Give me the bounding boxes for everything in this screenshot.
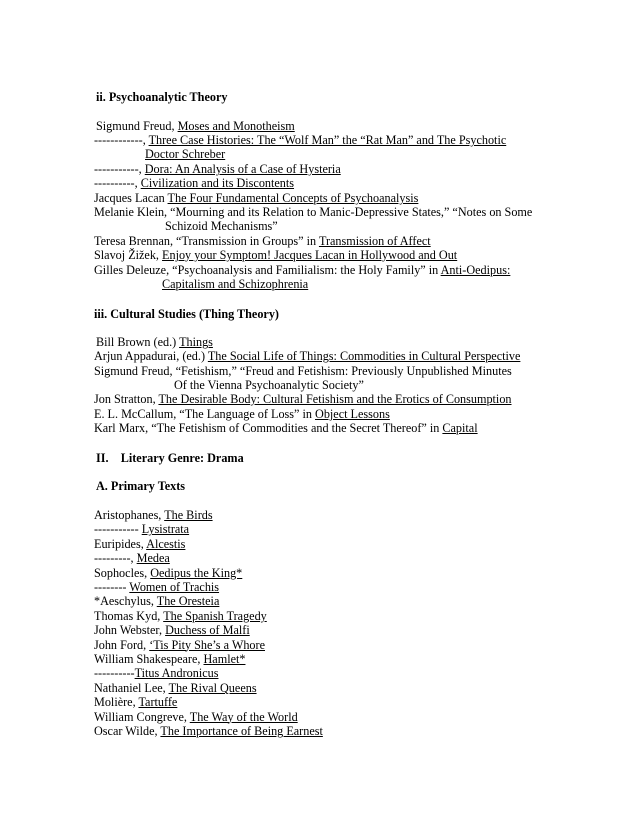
entry-title-continued: Capitalism and Schizophrenia <box>162 277 309 291</box>
section-heading-psychoanalytic: ii. Psychoanalytic Theory <box>96 90 228 104</box>
list-item <box>94 681 323 695</box>
entry-author: John Webster, <box>94 623 166 638</box>
bib-entry-deleuze <box>94 263 510 277</box>
entry-author: Jon Stratton, <box>94 392 159 406</box>
entry-author: Karl Marx, “The Fetishism of Commodities and the Secret Thereof” in <box>94 421 443 435</box>
bib-entry-lacan <box>94 191 418 205</box>
entry-author: ------------, <box>94 133 149 147</box>
entry-author: ----------, <box>94 176 141 190</box>
list-item <box>94 566 323 580</box>
entry-title: Object Lessons <box>315 407 390 421</box>
bib-entry-mccallum <box>94 407 390 421</box>
entry-title: Capital <box>442 421 478 435</box>
entry-title: Alcestis <box>146 536 186 551</box>
entry-author: ---------, <box>94 551 137 566</box>
entry-author: Sophocles, <box>94 565 151 580</box>
entry-author: Molière, <box>94 695 139 710</box>
entry-title: The Way of the World <box>189 709 298 724</box>
list-item <box>94 537 323 551</box>
bib-entry-freud-civilization <box>94 176 294 190</box>
primary-texts-list <box>94 508 323 739</box>
bib-entry-continuation: Of the Vienna Psychoanalytic Society” <box>174 378 364 392</box>
entry-title: Lysistrata <box>141 522 190 537</box>
entry-title: The Oresteia <box>156 594 220 609</box>
list-item <box>94 710 323 724</box>
bib-entry-continuation <box>145 147 225 161</box>
bib-entry-continuation <box>162 277 308 291</box>
entry-title: Things <box>179 335 213 349</box>
bib-entry-brown <box>96 335 213 349</box>
entry-title: Hamlet* <box>203 652 246 667</box>
entry-author: E. L. McCallum, “The Language of Loss” in <box>94 407 316 421</box>
list-item <box>94 724 323 738</box>
list-item <box>94 638 323 652</box>
entry-title: Enjoy your Symptom! Jacques Lacan in Hollywood and Out <box>162 248 458 262</box>
entry-author: ----------- <box>94 522 142 537</box>
entry-author: Slavoj Žižek, <box>94 248 163 262</box>
entry-author: -------- <box>94 580 130 595</box>
entry-title: Three Case Histories: The “Wolf Man” the “Rat Man” and The Psychotic <box>148 133 507 147</box>
entry-title: Anti-Oedipus: <box>440 263 511 277</box>
entry-author: Jacques Lacan <box>94 191 168 205</box>
list-item <box>94 695 323 709</box>
entry-author: Euripides, <box>94 536 147 551</box>
list-item <box>94 580 323 594</box>
bib-entry-freud-moses <box>96 119 295 133</box>
entry-author: Sigmund Freud, <box>96 119 178 133</box>
entry-author: ---------- <box>94 666 135 681</box>
entry-author: -----------, <box>94 162 145 176</box>
list-item <box>94 652 323 666</box>
entry-title: The Social Life of Things: Commodities in Cultural Perspective <box>207 349 521 363</box>
entry-author: Teresa Brennan, “Transmission in Groups” in <box>94 234 319 248</box>
entry-title: Titus Andronicus <box>134 666 219 681</box>
entry-author: Oscar Wilde, <box>94 724 161 739</box>
entry-title: The Spanish Tragedy <box>163 608 267 623</box>
section-heading-cultural-studies: iii. Cultural Studies (Thing Theory) <box>94 307 279 321</box>
bib-entry-freud-fetishism: Sigmund Freud, “Fetishism,” “Freud and Fetishism: Previously Unpublished Minutes <box>94 364 512 378</box>
entry-title: The Birds <box>164 508 213 522</box>
entry-title: Dora: An Analysis of a Case of Hysteria <box>144 162 341 176</box>
bib-entry-continuation: Schizoid Mechanisms” <box>165 219 278 233</box>
bib-entry-marx <box>94 421 478 435</box>
entry-title: The Rival Queens <box>168 680 257 695</box>
entry-title: The Four Fundamental Concepts of Psychoanalysis <box>167 191 419 205</box>
list-item <box>94 623 323 637</box>
bib-entry-freud-case-histories <box>94 133 506 147</box>
entry-title: The Importance of Being Earnest <box>160 724 323 739</box>
entry-author: William Congreve, <box>94 709 190 724</box>
entry-author: Gilles Deleuze, “Psychoanalysis and Familialism: the Holy Family” in <box>94 263 441 277</box>
subsection-heading-primary-texts: A. Primary Texts <box>96 479 186 493</box>
entry-author: William Shakespeare, <box>94 652 204 667</box>
list-item <box>94 551 323 565</box>
bib-entry-stratton <box>94 392 512 406</box>
entry-title: Transmission of Affect <box>318 234 431 248</box>
entry-title: ‘Tis Pity She’s a Whore <box>149 637 265 652</box>
list-item <box>94 666 323 680</box>
entry-author: Aristophanes, <box>94 508 165 522</box>
entry-title: The Desirable Body: Cultural Fetishism and the Erotics of Consumption <box>158 392 512 406</box>
entry-title: Moses and Monotheism <box>177 119 295 133</box>
entry-author: Arjun Appadurai, (ed.) <box>94 349 208 363</box>
list-item <box>94 508 323 522</box>
bib-entry-zizek <box>94 248 457 262</box>
entry-title: Tartuffe <box>138 695 178 710</box>
bib-entry-klein: Melanie Klein, “Mourning and its Relation to Manic-Depressive States,” “Notes on Some <box>94 205 533 219</box>
entry-author: *Aeschylus, <box>94 594 157 609</box>
entry-author: Bill Brown (ed.) <box>96 335 180 349</box>
entry-title-continued: Doctor Schreber <box>145 147 226 161</box>
bib-entry-freud-dora <box>94 162 341 176</box>
entry-title: Medea <box>136 551 170 566</box>
list-item <box>94 522 323 536</box>
list-item <box>94 594 323 608</box>
entry-title: Oedipus the King* <box>150 565 243 580</box>
entry-title: Civilization and its Discontents <box>140 176 295 190</box>
entry-title: Women of Trachis <box>129 580 220 595</box>
entry-author: John Ford, <box>94 637 150 652</box>
section-heading-drama: II. Literary Genre: Drama <box>96 451 244 465</box>
entry-author: Thomas Kyd, <box>94 608 164 623</box>
bib-entry-appadurai <box>94 349 520 363</box>
list-item <box>94 609 323 623</box>
bib-entry-brennan <box>94 234 431 248</box>
entry-author: Nathaniel Lee, <box>94 680 169 695</box>
entry-title: Duchess of Malfi <box>165 623 250 638</box>
